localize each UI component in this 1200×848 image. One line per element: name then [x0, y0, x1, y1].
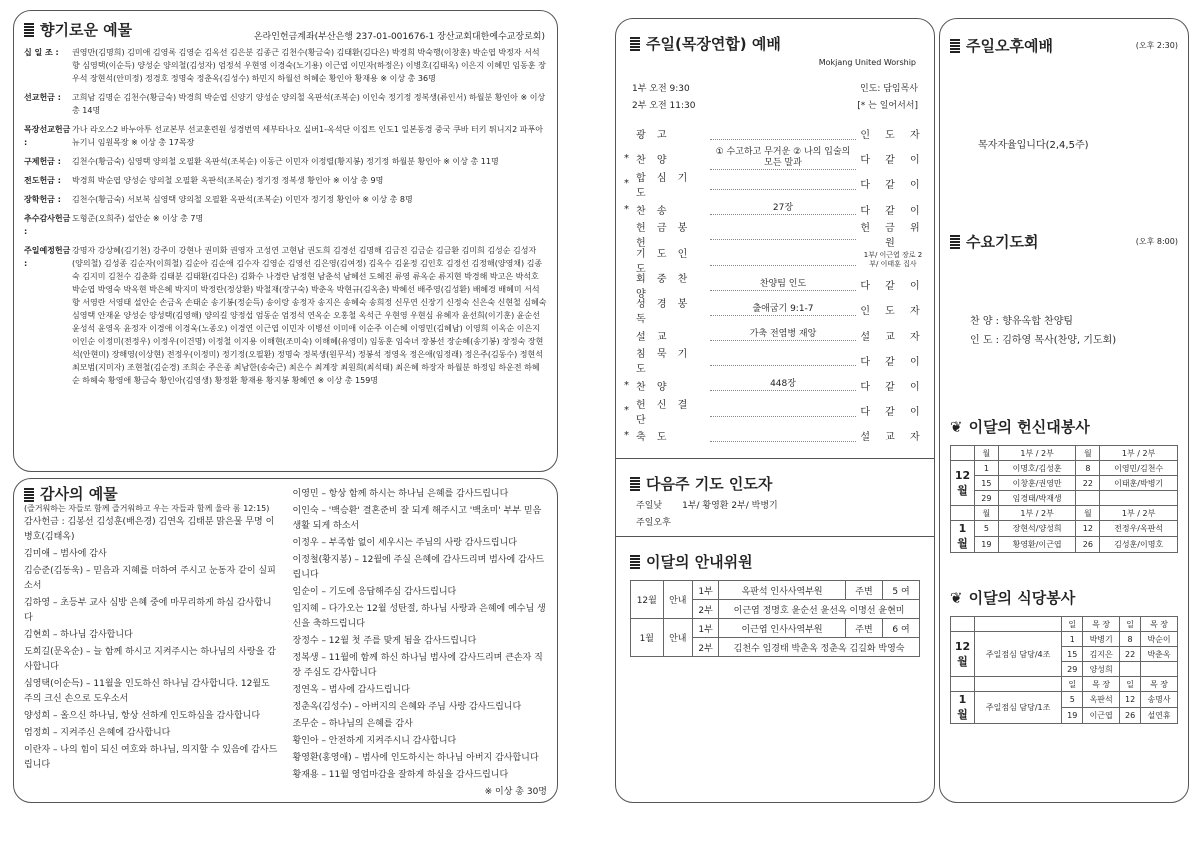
- order-row: [616, 323, 934, 348]
- order-detail: 찬양팀 인도: [710, 279, 856, 291]
- thanks-entry: 이란자 – 나의 힘이 되신 여호와 하나님, 의지할 수 있음에 감사드립니다: [24, 745, 278, 770]
- offering-names: 박경희 박순엽 양성순 양의철 오필환 옥판석(조복순) 정기정 정복생 황인아 ※ 이상 총 9명: [72, 176, 384, 185]
- cafeteria-section: [940, 577, 1188, 734]
- table-cell: 1: [975, 461, 999, 476]
- table-head-row: [951, 446, 1178, 461]
- thanks-entry: 임순이 – 기도에 응답해주심 감사드립니다: [292, 587, 457, 597]
- table-head-row: [951, 506, 1178, 521]
- month-cell: 12월: [951, 461, 975, 506]
- thanks-header: [24, 487, 279, 502]
- thanks-right-column: [292, 487, 548, 797]
- table-head-cell: [951, 677, 975, 692]
- offerings-title: 향기로운 예물: [40, 21, 133, 39]
- table-cell: 5: [975, 521, 999, 537]
- cafeteria-title: 이달의 식당봉사: [968, 589, 1076, 607]
- offering-names: 고희남 김명순 김천수(황금숙) 박경희 박순엽 신양기 양성순 양의철 옥판석(조복순) 이인숙 정기정 정복생(류인서) 하월분 황인아 ※ 이상 총 14명: [72, 93, 546, 115]
- table-head-cell: [951, 506, 975, 521]
- order-item: 기 도 인 도: [636, 248, 692, 275]
- order-item: 찬 양: [636, 381, 671, 393]
- table-row: [951, 461, 1178, 476]
- guide-dec-part2: 2부: [693, 600, 719, 619]
- table-row: [951, 521, 1178, 537]
- worship-panel: [615, 18, 935, 803]
- order-detail: 출애굽기 9:1-7: [710, 304, 856, 316]
- duty-label: 주일점심 담당/1조: [975, 692, 1062, 724]
- order-item: 찬 송: [636, 205, 671, 217]
- order-detail: [710, 405, 856, 417]
- table-head-cell: 목 장: [1083, 617, 1120, 632]
- thanks-entry: 조무순 – 하나님의 은혜를 감사: [292, 719, 413, 729]
- order-leader: 인 도 자: [860, 306, 926, 318]
- thanks-right-list: [293, 487, 548, 783]
- offerings-panel: [13, 10, 558, 472]
- order-detail: 27장: [710, 203, 856, 215]
- offering-row: [24, 155, 547, 168]
- serve-title: 이달의 헌신대봉사: [968, 418, 1090, 436]
- thanks-total: ※ 이상 총 30명: [484, 787, 547, 797]
- thanks-entry: 양성희 – 올으신 하나님, 항상 선하게 인도하심을 감사합니다: [24, 711, 261, 721]
- table-head-cell: [975, 677, 1062, 692]
- table-cell: 26: [1076, 537, 1100, 553]
- offering-category: 십 일 조 :: [24, 48, 59, 57]
- table-head-cell: 1부 / 2부: [998, 506, 1076, 521]
- order-item: 침 묵 기 도: [636, 349, 692, 376]
- table-head-cell: [951, 617, 975, 632]
- thanks-entry: 장정수 – 12월 첫 주를 맞게 됨을 감사드립니다: [292, 636, 477, 646]
- table-head-cell: 월: [1076, 506, 1100, 521]
- table-head-cell: 월: [1076, 446, 1100, 461]
- stand-marker: *: [624, 405, 629, 417]
- order-leader: 헌 금 위 원: [860, 223, 926, 250]
- order-item: 헌 금 봉 헌: [636, 223, 692, 250]
- table-cell: [1120, 662, 1141, 677]
- offerings-list: [24, 46, 547, 387]
- table-cell: 8: [1076, 461, 1100, 476]
- afternoon-title: 주일오후예배: [966, 37, 1053, 55]
- table-row: [951, 632, 1178, 647]
- order-leader: 다 같 이: [860, 205, 926, 217]
- thanks-entry: 감사헌금 : 김봉선 김성훈(배은경) 김연옥 김태분 맑은물 무명 이병호(김태옥): [24, 517, 275, 542]
- thanks-subtitle: (즐거워하는 자들로 함께 즐거워하고 우는 자들과 함께 울라 롬 12:15): [24, 504, 270, 513]
- stripe-bullet-icon: [24, 488, 34, 502]
- order-row: [616, 197, 934, 222]
- serve-table: [950, 445, 1178, 553]
- worship-leader: 인도: 담임목사: [859, 84, 918, 94]
- table-head-cell: 1부 / 2부: [1100, 506, 1178, 521]
- thanks-entry: 김하영 – 초등부 교사 심방 은혜 중에 마무리하게 하심 감사합니다: [24, 598, 272, 623]
- table-head-cell: 목 장: [1141, 677, 1178, 692]
- order-item: 헌 신 결 단: [636, 399, 692, 426]
- thanks-left-list: [24, 515, 279, 773]
- table-cell: 황영환/이근엽: [998, 537, 1076, 553]
- guides-title: 이달의 안내위원: [646, 553, 753, 572]
- table-row: [951, 692, 1178, 708]
- wednesday-leader: 인 도 : 김하영 목사(찬양, 기도회): [970, 335, 1117, 346]
- offering-names: 가나 라오스2 바누아투 선교본부 선교훈련원 성경번역 세부타나오 실버1-옥석단 이집트 인도1 일본동경 중국 쿠바 터키 튀니지2 파푸아뉴기니 임원목장 ※ 이상 총 17목장: [72, 125, 543, 147]
- table-cell: 22: [1120, 647, 1141, 662]
- thanks-panel: [13, 478, 558, 803]
- offering-category: 구제헌금 :: [24, 157, 61, 166]
- table-cell: 김성훈/이명호: [1100, 537, 1178, 553]
- offering-names: 김천수(황금숙) 서보복 심영택 양의철 오필환 옥판석(조복순) 이민자 정기정 황인아 ※ 이상 총 8명: [72, 195, 413, 204]
- offering-row: [24, 123, 547, 149]
- order-leader: 설 교 자: [860, 432, 926, 444]
- order-item: 성 경 봉 독: [636, 298, 692, 325]
- order-item: 설 교: [636, 331, 671, 343]
- table-head-cell: 월: [975, 446, 999, 461]
- month-cell: 12월: [951, 632, 975, 677]
- wednesday-section: [940, 221, 1188, 356]
- order-detail: [710, 354, 856, 366]
- table-head-row: [951, 677, 1178, 692]
- order-row: [616, 222, 934, 250]
- guide-jan-part1: 1부: [693, 619, 719, 638]
- order-leader: 다 같 이: [860, 407, 926, 419]
- order-item: 광 고: [636, 130, 671, 142]
- table-head-cell: 일: [1120, 617, 1141, 632]
- order-detail: [710, 430, 856, 442]
- standing-note: [* 는 일어서서]: [857, 101, 918, 111]
- order-row: [616, 398, 934, 426]
- order-item: 합 심 기 도: [636, 172, 692, 199]
- table-cell: 15: [975, 476, 999, 491]
- thanks-entry: 임지혜 – 다가오는 12월 성탄절, 하나님 사랑과 은혜에 예수님 생신을 축하드립니다: [292, 604, 546, 629]
- order-leader: 다 같 이: [860, 356, 926, 368]
- table-cell: 1: [1062, 632, 1083, 647]
- table-cell: 19: [1062, 708, 1083, 724]
- offering-row: [24, 46, 547, 85]
- offering-row: [24, 244, 547, 387]
- order-detail: [710, 128, 856, 140]
- order-item: 찬 양: [636, 155, 671, 167]
- table-cell: 전정우/옥판석: [1100, 521, 1178, 537]
- serve-section: [940, 406, 1188, 563]
- table-head-cell: [951, 446, 975, 461]
- flower-icon: ❦: [950, 588, 963, 607]
- guide-dec-week: 주변: [845, 581, 882, 600]
- stand-marker: *: [624, 178, 629, 190]
- order-detail: [710, 178, 856, 190]
- order-row: [616, 171, 934, 199]
- worship-time-1: 1부 오전 9:30: [632, 84, 690, 94]
- offering-category: 목장선교헌금 :: [24, 125, 71, 147]
- order-row: [616, 272, 934, 300]
- table-cell: 29: [1062, 662, 1083, 677]
- table-cell: 12: [1120, 692, 1141, 708]
- table-cell: 옥판석: [1083, 692, 1120, 708]
- order-row: [616, 121, 934, 146]
- stand-marker: *: [624, 430, 629, 442]
- table-cell: 장현석/양성희: [998, 521, 1076, 537]
- thanks-left-column: [24, 487, 279, 794]
- table-cell: 박춘옥: [1141, 647, 1178, 662]
- stand-marker: *: [624, 203, 629, 215]
- order-row: [616, 297, 934, 325]
- table-cell: [1141, 662, 1178, 677]
- guide-role-jan: 안내: [663, 619, 692, 657]
- thanks-entry: 이영민 – 항상 함께 하시는 하나님 은혜를 감사드립니다: [292, 489, 509, 499]
- guide-jan-week: 주변: [845, 619, 882, 638]
- guide-month-jan: 1월: [631, 619, 664, 657]
- order-detail: [710, 254, 856, 266]
- table-row: [951, 476, 1178, 491]
- table-head-cell: 일: [1120, 677, 1141, 692]
- order-leader: 다 같 이: [860, 155, 926, 167]
- offering-row: [24, 174, 547, 187]
- table-head-cell: 월: [975, 506, 999, 521]
- order-item: 회 중 찬 양: [636, 273, 692, 300]
- table-row: [951, 537, 1178, 553]
- offering-row: [24, 193, 547, 206]
- table-head-cell: 일: [1062, 677, 1083, 692]
- afternoon-text: 목자자율입니다(2,4,5주): [978, 140, 1089, 151]
- wednesday-title: 수요기도회: [966, 233, 1039, 251]
- offering-category: 전도헌금 :: [24, 176, 61, 185]
- order-row: [616, 247, 934, 275]
- thanks-entry: 이정철(황지봉) – 12월에 주실 은혜에 감사드리며 범사에 감사드립니다: [292, 555, 545, 580]
- guide-role-dec: 안내: [663, 581, 692, 619]
- order-of-service: [616, 121, 934, 448]
- order-item: 축 도: [636, 432, 671, 444]
- table-cell: 이창훈/권영만: [998, 476, 1076, 491]
- table-cell: 15: [1062, 647, 1083, 662]
- next-am-label: 주일낮: [636, 501, 663, 512]
- offering-names: 김천수(황금숙) 심영택 양의철 오필환 옥판석(조복순) 이동근 이민자 이정렬(황지봉) 정기정 하월분 황인아 ※ 이상 총 11명: [72, 157, 499, 166]
- table-cell: [1076, 491, 1100, 506]
- table-cell: 12: [1076, 521, 1100, 537]
- thanks-entry: 도희길(문옥순) – 늘 함께 하시고 지켜주시는 하나님의 사랑을 감사합니다: [24, 647, 276, 672]
- stripe-bullet-icon: [630, 37, 640, 51]
- guide-jan-part2: 2부: [693, 638, 719, 657]
- thanks-entry: 김승준(김동욱) – 믿음과 지혜를 더하여 주시고 눈동자 같이 실피소서: [24, 566, 276, 591]
- table-head-cell: 1부 / 2부: [1100, 446, 1178, 461]
- right-panel: [939, 18, 1189, 803]
- guide-dec-part1-names: 옥판석 인사사역부원: [719, 581, 846, 600]
- thanks-entry: 정연옥 – 범사에 감사드립니다: [292, 685, 410, 695]
- table-head-cell: 목 장: [1083, 677, 1120, 692]
- stripe-bullet-icon: [630, 555, 640, 569]
- next-pm-label: 주일오후: [636, 518, 671, 529]
- table-cell: 박순이: [1141, 632, 1178, 647]
- wednesday-time: (오후 8:00): [1135, 237, 1178, 246]
- thanks-entry: 김미애 – 범사에 감사: [24, 549, 107, 559]
- table-head-cell: 일: [1062, 617, 1083, 632]
- offering-names: 강명자 강상혜(김기천) 강주미 강현나 권미화 권영자 고성연 고현남 권도희 김경선 김명해 김금진 김금순 김금환 김미희 김성순 김성자(양의철) 김성종 김순자(이희철) 김순아 김순애 김수자 김영순 김영선 김은영(김여정) 김옥수 김윤정 김인호 김정선 김정해(양영채) 김종숙 김지미 김천수 김춘화 김태분 김태환(김다은) 김화수 나경란 남정현 남춘석 남혜선 도혜진 류영 류옥순 류지현 박경해 박고은 박석호 박순엽 박영숙 박옥현 박은혜 박지미 박정란(정상환) 박철재(장구숙) 박춘옥 박현규(김옥춘) 박혜선 배주영(김성환) 배혜경 배혜미 서석향 서영란 서영태 설안순 손금옥 손태순 송기봉(정순득) 송이랑 송정자 송지은 송혜숙 송희정 신무연 신장기 신정숙 신은숙 신현철 심혜숙 심영택 안재윤 양성순 양성택(김영해) 양의길 양정섭 엄동순 엄정석 연옥순 오홍철 옥석근 우현영 우현심 유혜자 윤선희(이기훈) 윤순선 윤성석 윤영옥 윤정자 이경애 이경욱(노종오) 이경연 이근엽 이민자 이병선 이미애 이순주 이슨혜 이영민(김혜남) 이영희 이옥순 이은지 이인순 이정미(전정우) 이정우(이건명) 이정철 이지용 이해현(조미숙) 이해혜(유영미) 임동훈 임숙녀 장봉선 장순혜(송기봉) 장정숙 장현석(안현미) 장해영(이상현) 전정우(이정미) 정기정(오필환) 정명숙 정복생(원무석) 정봉석 정영옥 정은애(임정래) 정은주(김동수) 정현석 최모범(지미자) 조현철(김순경) 조희순 주은종 최남한(송숙근) 최은수 최계장 최원희(최석태) 최은혜 하장자 하월분 하정임 하운전 하혜순 하헤숙 황영애 황금숙 황인아(김영생) 황정환 황재용 황지봉 황혜연 ※ 이상 총 159명: [72, 246, 547, 385]
- table-cell: 19: [975, 537, 999, 553]
- thanks-entry: 정춘옥(김성수) – 아버지의 은혜와 주님 사랑 감사드립니다: [292, 702, 522, 712]
- order-detail: 가축 전염병 재앙: [710, 329, 856, 341]
- offering-names: 도형준(오희주) 설안순 ※ 이상 총 7명: [72, 214, 204, 223]
- guide-month-dec: 12월: [631, 581, 664, 619]
- stripe-bullet-icon: [950, 235, 960, 249]
- stripe-bullet-icon: [630, 477, 640, 491]
- order-detail: ① 수고하고 무거운 ② 나의 입술의 모든 말과: [710, 147, 856, 170]
- order-row: [616, 348, 934, 376]
- offering-category: 추수감사헌금 :: [24, 214, 71, 236]
- afternoon-section: [940, 19, 1188, 161]
- offering-category: 주일예정헌금 :: [24, 246, 71, 268]
- afternoon-time: (오후 2:30): [1135, 41, 1178, 50]
- order-row: [616, 146, 934, 171]
- offering-category: 선교헌금 :: [24, 93, 61, 102]
- thanks-entry: 엄정희 – 지켜주신 은혜에 감사합니다: [24, 728, 171, 738]
- thanks-entry: 정복생 – 11월에 함께 하신 하나님 범사에 감사드리며 큰손자 직장 주심도 감사합니다: [292, 653, 543, 678]
- guide-jan-part1-names: 이근엽 인사사역부원: [719, 619, 846, 638]
- guide-dec-part2-names: 이근엽 정명호 윤순선 윤선옥 이명선 윤현미: [719, 600, 920, 619]
- month-cell: 1월: [951, 521, 975, 553]
- stand-marker: *: [624, 153, 629, 165]
- next-week-title: 다음주 기도 인도자: [646, 475, 773, 494]
- offering-row: [24, 91, 547, 117]
- table-cell: 22: [1076, 476, 1100, 491]
- offering-row: [24, 212, 547, 238]
- thanks-entry: 황인아 – 안전하게 지켜주시니 감사합니다: [292, 736, 457, 746]
- guides-section: [616, 537, 934, 665]
- online-account: 온라인헌금계좌(부산은행 237-01-001676-1 장산교회대한예수교장로회): [253, 32, 545, 42]
- guide-dec-count: 5 여: [883, 581, 920, 600]
- table-cell: 양성희: [1083, 662, 1120, 677]
- order-leader: 설 교 자: [860, 331, 926, 343]
- worship-title: 주일(목장연합) 예배: [646, 35, 781, 53]
- order-leader: 다 같 이: [860, 281, 926, 293]
- table-head-cell: [975, 617, 1062, 632]
- order-leader: 1부/ 이근엽 장로 2부/ 이태훈 집사: [863, 250, 923, 268]
- table-head-row: [951, 617, 1178, 632]
- thanks-entry: 황영환(홍영애) – 범사에 인도하시는 하나님 아버지 감사합니다: [292, 753, 539, 763]
- table-cell: 임경태/박재생: [998, 491, 1076, 506]
- month-cell: 1월: [951, 692, 975, 724]
- worship-subtitle: Mokjang United Worship: [818, 58, 916, 67]
- table-cell: 송명사: [1141, 692, 1178, 708]
- order-leader: 인 도 자: [860, 130, 926, 142]
- table-cell: 이근엽: [1083, 708, 1120, 724]
- thanks-title: 감사의 예물: [40, 485, 118, 503]
- guide-jan-count: 6 여: [883, 619, 920, 638]
- worship-header: [616, 19, 934, 54]
- table-cell: 26: [1120, 708, 1141, 724]
- duty-label: 주일점심 담당/4조: [975, 632, 1062, 677]
- table-cell: 김지은: [1083, 647, 1120, 662]
- table-head-cell: 목 장: [1141, 617, 1178, 632]
- flower-icon: ❦: [950, 417, 963, 436]
- table-cell: [1100, 491, 1178, 506]
- order-row: [616, 423, 934, 448]
- offering-names: 권영만(김명희) 김미애 김영록 김영순 김옥선 김은분 김종근 김천수(황금숙) 김태환(김다은) 박경희 박숙행(이창훈) 박순엽 박정자 서석향 심영택(이순득) 양성순 양의철(김성자) 엄정석 우현영 이경숙(노기용) 이근엽 이민자(하정은) 이병호(김태옥) 이은지 이혜민 임동훈 장우석 장현석(안미정) 정경호 정명숙 정춘옥(김성수) 하민지 하월선 허혜순 황인아 황재용 ※ 이상 총 36명: [72, 48, 546, 83]
- thanks-entry: 이정우 – 부족함 없이 세우시는 주님의 사랑 감사드립니다: [292, 538, 517, 548]
- worship-time-2: 2부 오전 11:30: [632, 101, 696, 111]
- stripe-bullet-icon: [24, 23, 34, 37]
- table-cell: 박병기: [1083, 632, 1120, 647]
- offering-category: 장학헌금 :: [24, 195, 61, 204]
- table-cell: 8: [1120, 632, 1141, 647]
- guide-dec-part1: 1부: [693, 581, 719, 600]
- guides-table: [630, 580, 920, 657]
- cafeteria-table: [950, 616, 1178, 724]
- order-detail: 448장: [710, 379, 856, 391]
- next-week-section: [616, 459, 934, 536]
- stripe-bullet-icon: [950, 39, 960, 53]
- next-am-leaders: 1부/ 황영환 2부/ 박병기: [682, 501, 778, 512]
- table-row: [951, 491, 1178, 506]
- table-head-cell: 1부 / 2부: [998, 446, 1076, 461]
- table-cell: 이영민/김천수: [1100, 461, 1178, 476]
- thanks-entry: 이인숙 – '백승환' 결혼준비 잘 되게 해주시고 '백초미' 부부 믿음생활 되게 하소서: [292, 506, 542, 531]
- thanks-entry: 심영택(이순득) – 11월을 인도하신 하나님 감사합니다. 12월도 주의 크신 손으로 도우소서: [24, 679, 270, 704]
- table-cell: 이태훈/박병기: [1100, 476, 1178, 491]
- wednesday-praise: 찬 양 : 향유옥합 찬양팀: [970, 316, 1074, 327]
- table-cell: 이명호/김성훈: [998, 461, 1076, 476]
- order-leader: 다 같 이: [860, 381, 926, 393]
- thanks-entry: 황재용 – 11월 영업마감을 잘하게 하심을 감사드립니다: [292, 770, 509, 780]
- order-leader: 다 같 이: [860, 180, 926, 192]
- order-row: [616, 373, 934, 398]
- table-cell: 설연휴: [1141, 708, 1178, 724]
- thanks-entry: 김현희 – 하나님 감사합니다: [24, 630, 133, 640]
- stand-marker: *: [624, 379, 629, 391]
- guide-jan-part2-names: 김천수 임경태 박춘옥 정춘옥 김길화 박영숙: [719, 638, 920, 657]
- order-detail: [710, 228, 856, 240]
- table-cell: 5: [1062, 692, 1083, 708]
- table-cell: 29: [975, 491, 999, 506]
